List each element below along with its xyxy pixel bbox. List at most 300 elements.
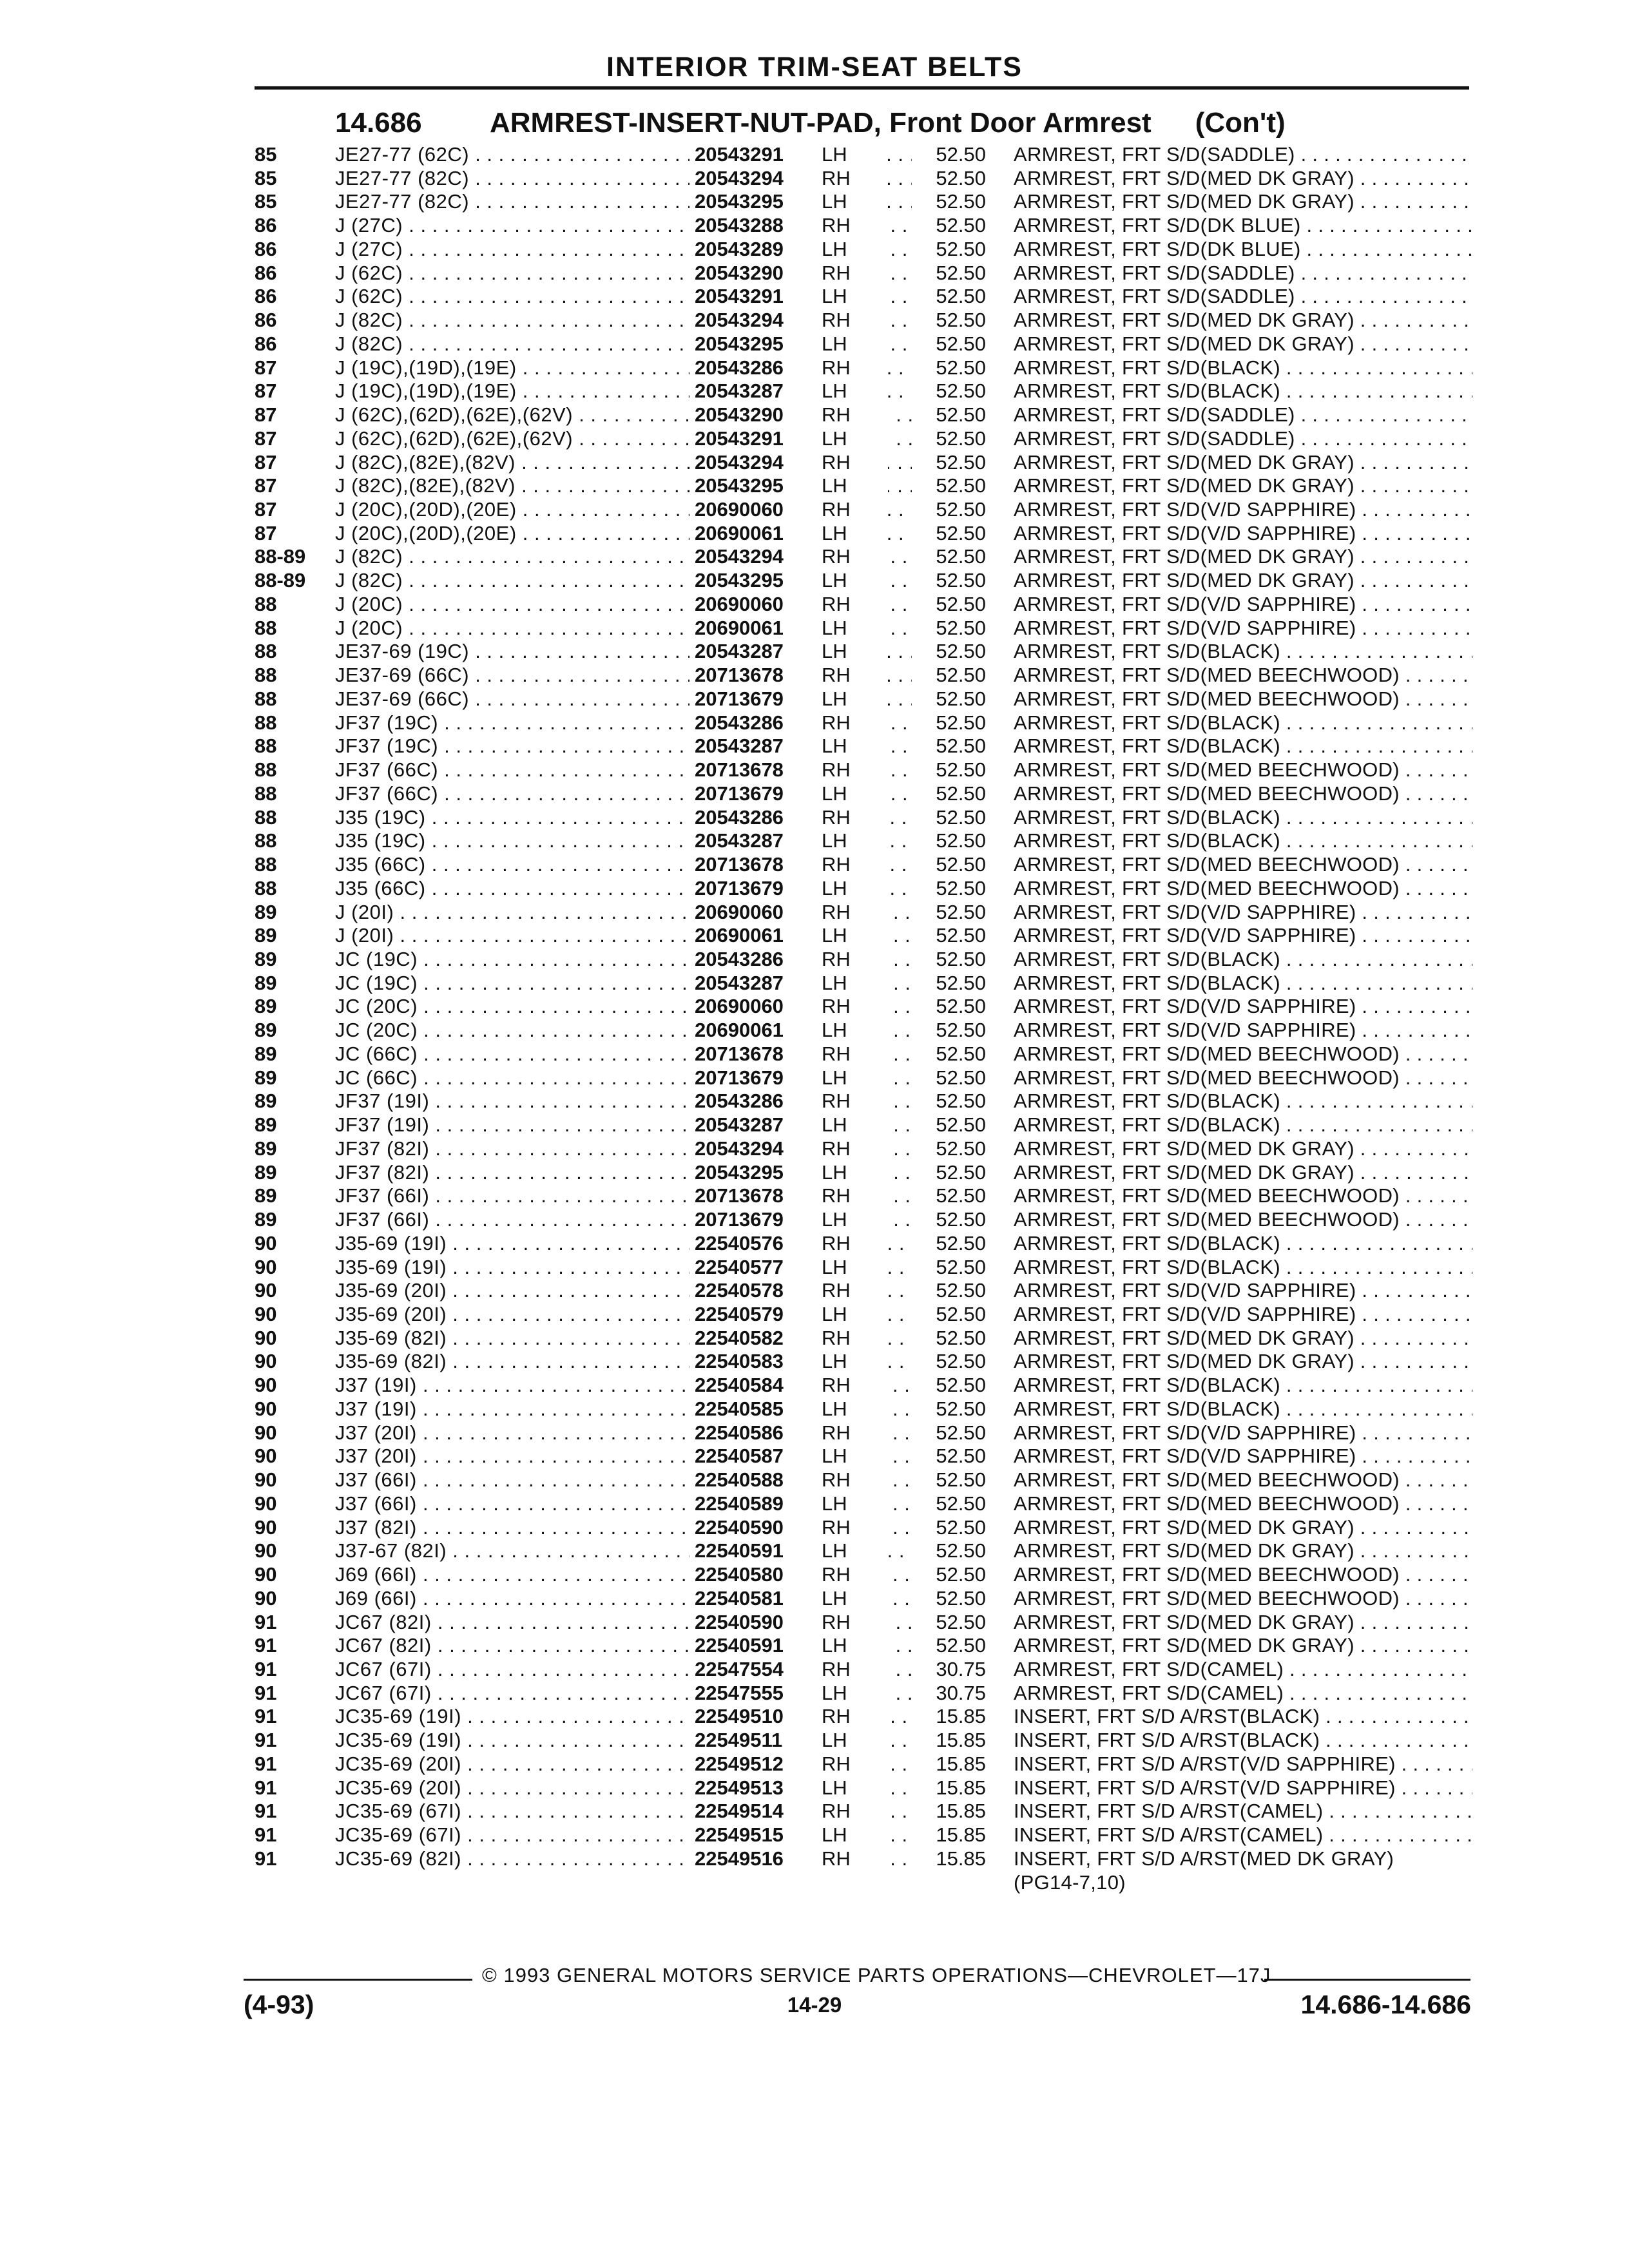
row-description: ARMREST, FRT S/D(V/D SAPPHIRE) . . . [1014,593,1472,617]
table-row [255,285,1472,309]
table-row [255,1445,1472,1468]
row-model: J37 (20I) . . . [335,1445,934,1468]
row-side: RH [822,1327,863,1350]
row-price: 52.50 [912,1279,986,1303]
row-model: JC (66C) . . . [335,1043,934,1066]
row-model: JF37 (66C) . . . [335,782,934,806]
row-ref-number: 90 [255,1539,277,1562]
row-part-number: 22549514 [689,1800,888,1823]
row-description: ARMREST, FRT S/D(V/D SAPPHIRE) . . . [1014,1279,1472,1303]
row-ref-number: 88 [255,711,277,734]
row-part-number: 20690061 [689,924,888,948]
row-price: 52.50 [912,972,986,995]
row-ref-number: 85 [255,166,277,189]
table-row [255,972,1472,995]
row-description: INSERT, FRT S/D A/RST(BLACK) . . . [1014,1705,1472,1729]
row-description: ARMREST, FRT S/D(V/D SAPPHIRE) . . . [1014,1303,1472,1327]
row-part-number: 20543286 [689,711,888,735]
row-part-number: 22540581 [689,1587,888,1611]
row-model: JC (66C) . . . [335,1066,934,1090]
row-model: J (82C) . . . [335,309,934,332]
row-price: 52.50 [912,1161,986,1185]
row-description: ARMREST, FRT S/D(BLACK) . . . [1014,1256,1472,1280]
table-row [255,1303,1472,1327]
row-ref-number: 91 [255,1634,277,1657]
row-model: JF37 (82I) . . . [335,1137,934,1161]
table-row [255,1847,1472,1871]
row-price: 52.50 [912,285,986,309]
row-part-number: 20543291 [689,427,888,451]
row-side: LH [822,1492,860,1516]
row-ref-number: 91 [255,1823,277,1847]
row-price: 52.50 [912,498,986,522]
row-price: 52.50 [912,995,986,1019]
row-price: 52.50 [912,1113,986,1137]
row-ref-number: 88 [255,640,277,663]
row-side: LH [822,1682,860,1706]
table-row [255,1137,1472,1161]
row-price: 15.85 [912,1823,986,1847]
row-side: RH [822,1374,863,1398]
row-side: LH [822,380,860,403]
row-ref-number: 89 [255,924,277,947]
table-row [255,1634,1472,1658]
row-side: LH [822,427,860,451]
row-price: 52.50 [912,1066,986,1090]
row-description: ARMREST, FRT S/D(BLACK) . . . [1014,948,1472,972]
row-side: RH [822,1184,863,1208]
row-part-number: 22549511 [689,1729,888,1753]
row-price: 52.50 [912,545,986,569]
row-part-number: 22549515 [689,1823,888,1847]
row-description: ARMREST, FRT S/D(SADDLE) . . . [1014,427,1472,451]
row-description: ARMREST, FRT S/D(MED BEECHWOOD) . . . [1014,1492,1472,1516]
row-ref-number: 90 [255,1302,277,1325]
row-side: RH [822,1043,863,1066]
row-ref-number: 88 [255,735,277,758]
row-model: J69 (66I) . . . [335,1587,934,1611]
row-side: LH [822,829,860,853]
table-row [255,924,1472,948]
row-model: J (20C) . . . [335,593,934,617]
row-side: RH [822,948,863,972]
row-part-number: 22540577 [689,1256,888,1280]
table-row [255,451,1472,475]
row-description: ARMREST, FRT S/D(MED BEECHWOOD) . . . [1014,758,1472,782]
row-ref-number: 86 [255,237,277,260]
row-model: J35-69 (82I) . . . [335,1350,934,1374]
row-price: 52.50 [912,593,986,617]
row-description: ARMREST, FRT S/D(BLACK) . . . [1014,380,1472,403]
row-model: JC35-69 (67I) . . . [335,1823,934,1847]
row-side: LH [822,782,860,806]
row-ref-number: 88 [255,829,277,852]
row-side: RH [822,1421,863,1445]
row-price: 52.50 [912,522,986,546]
row-price: 52.50 [912,1208,986,1232]
row-description: ARMREST, FRT S/D(MED DK GRAY) . . . [1014,1327,1472,1350]
table-row [255,1800,1472,1823]
table-row [255,214,1472,238]
row-model: JF37 (19I) . . . [335,1090,934,1113]
row-price: 52.50 [912,1539,986,1563]
row-model: J37 (82I) . . . [335,1516,934,1540]
row-model: JC (19C) . . . [335,972,934,995]
row-side: LH [822,1587,860,1611]
row-model: JC35-69 (19I) . . . [335,1729,934,1753]
row-side: LH [822,1208,860,1232]
row-price: 52.50 [912,1587,986,1611]
row-part-number: 22540588 [689,1468,888,1492]
row-part-number: 22547555 [689,1682,888,1706]
row-ref-number: 86 [255,214,277,237]
row-price: 52.50 [912,1492,986,1516]
table-row [255,190,1472,214]
row-side: RH [822,1279,863,1303]
row-ref-number: 89 [255,1160,277,1184]
row-side: LH [822,190,860,214]
table-row [255,522,1472,546]
row-side: LH [822,1161,860,1185]
row-price: 52.50 [912,380,986,403]
table-row [255,262,1472,285]
table-row [255,1611,1472,1635]
row-description: ARMREST, FRT S/D(MED BEECHWOOD) . . . [1014,1563,1472,1587]
row-ref-number: 88 [255,592,277,615]
row-model: JC35-69 (82I) . . . [335,1847,934,1871]
row-model: J (62C) . . . [335,262,934,285]
row-ref-number: 88 [255,687,277,710]
row-ref-number: 87 [255,380,277,403]
table-row [255,948,1472,972]
row-part-number: 20543295 [689,569,888,593]
row-side: RH [822,214,863,238]
row-description: ARMREST, FRT S/D(MED DK GRAY) . . . [1014,1539,1472,1563]
row-price: 15.85 [912,1753,986,1776]
row-ref-number: 90 [255,1445,277,1468]
row-part-number: 22540591 [689,1634,888,1658]
row-part-number: 20713678 [689,853,888,877]
row-side: LH [822,735,860,758]
row-price: 52.50 [912,1303,986,1327]
row-side: LH [822,640,860,664]
table-row [255,1587,1472,1611]
row-price: 52.50 [912,238,986,262]
row-ref-number: 91 [255,1729,277,1752]
row-description: ARMREST, FRT S/D(BLACK) . . . [1014,1232,1472,1256]
section-header [335,107,1286,139]
row-part-number: 20543294 [689,1137,888,1161]
row-description: ARMREST, FRT S/D(MED DK GRAY) . . . [1014,1161,1472,1185]
table-row [255,829,1472,853]
row-ref-number: 88 [255,782,277,805]
row-price: 52.50 [912,1374,986,1398]
row-ref-number: 90 [255,1326,277,1349]
row-price: 52.50 [912,1611,986,1635]
row-side: LH [822,1539,860,1563]
row-side: RH [822,1563,863,1587]
row-part-number: 20543295 [689,190,888,214]
row-ref-number: 91 [255,1776,277,1799]
row-model: JF37 (19C) . . . [335,735,934,758]
row-side: RH [822,356,863,380]
row-side: RH [822,593,863,617]
table-row [255,1161,1472,1185]
row-description: ARMREST, FRT S/D(SADDLE) . . . [1014,403,1472,427]
row-side: RH [822,664,863,687]
row-part-number: 22540578 [689,1279,888,1303]
table-row [255,1492,1472,1516]
table-row [255,1705,1472,1729]
row-side: LH [822,687,860,711]
row-model: JE27-77 (62C) . . . [335,143,934,167]
row-side: RH [822,403,863,427]
table-row [255,1539,1472,1563]
row-model: J (62C),(62D),(62E),(62V) . . . [335,427,934,451]
row-ref-number: 90 [255,1350,277,1373]
row-description: ARMREST, FRT S/D(MED BEECHWOOD) . . . [1014,664,1472,687]
row-price: 15.85 [912,1800,986,1823]
row-part-number: 20690061 [689,1019,888,1043]
row-ref-number: 90 [255,1397,277,1420]
row-model: J (27C) . . . [335,238,934,262]
row-side: RH [822,806,863,830]
table-row [255,1753,1472,1776]
row-side: LH [822,1113,860,1137]
row-side: RH [822,711,863,735]
row-part-number: 20543294 [689,451,888,475]
row-ref-number: 90 [255,1374,277,1397]
row-description: ARMREST, FRT S/D(BLACK) . . . [1014,806,1472,830]
row-ref-number: 90 [255,1468,277,1492]
row-model: JE37-69 (19C) . . . [335,640,934,664]
row-part-number: 20543290 [689,403,888,427]
row-model: J35 (66C) . . . [335,853,934,877]
row-description: ARMREST, FRT S/D(BLACK) . . . [1014,711,1472,735]
row-part-number: 22540576 [689,1232,888,1256]
row-price: 15.85 [912,1776,986,1800]
row-price: 52.50 [912,474,986,498]
table-row [255,427,1472,451]
row-model: JC35-69 (20I) . . . [335,1776,934,1800]
row-model: JE27-77 (82C) . . . [335,190,934,214]
row-description: ARMREST, FRT S/D(BLACK) . . . [1014,972,1472,995]
row-price: 52.50 [912,924,986,948]
row-part-number: 20543287 [689,972,888,995]
row-part-number: 20543286 [689,356,888,380]
row-model: J (19C),(19D),(19E) . . . [335,380,934,403]
row-ref-number: 90 [255,1421,277,1444]
row-price: 52.50 [912,829,986,853]
table-row [255,995,1472,1019]
row-price: 52.50 [912,262,986,285]
row-side: LH [822,1634,860,1658]
row-price: 52.50 [912,1327,986,1350]
row-model: J (62C),(62D),(62E),(62V) . . . [335,403,934,427]
row-side: LH [822,1019,860,1043]
row-part-number: 20543291 [689,143,888,167]
row-ref-number: 89 [255,1090,277,1113]
header-rule [255,86,1469,90]
row-description: ARMREST, FRT S/D(MED BEECHWOOD) . . . [1014,853,1472,877]
row-model: J (82C) . . . [335,332,934,356]
row-description: ARMREST, FRT S/D(MED DK GRAY) . . . [1014,1611,1472,1635]
row-description: ARMREST, FRT S/D(MED DK GRAY) . . . [1014,474,1472,498]
row-description: ARMREST, FRT S/D(V/D SAPPHIRE) . . . [1014,995,1472,1019]
row-part-number: 20690060 [689,995,888,1019]
table-row [255,806,1472,830]
row-price: 52.50 [912,1634,986,1658]
row-model: JC67 (67I) . . . [335,1658,934,1682]
row-description: ARMREST, FRT S/D(MED DK GRAY) . . . [1014,569,1472,593]
row-ref-number: 87 [255,403,277,427]
row-part-number: 20543287 [689,829,888,853]
row-price: 52.50 [912,427,986,451]
row-price: 52.50 [912,356,986,380]
table-row [255,1516,1472,1540]
row-description: ARMREST, FRT S/D(MED BEECHWOOD) . . . [1014,1468,1472,1492]
row-ref-number: 91 [255,1610,277,1633]
row-ref-number: 89 [255,1184,277,1207]
row-price: 52.50 [912,214,986,238]
row-side: RH [822,167,863,191]
row-side: RH [822,995,863,1019]
row-description: INSERT, FRT S/D A/RST(CAMEL) . . . [1014,1823,1472,1847]
row-part-number: 20543286 [689,1090,888,1113]
row-ref-number: 89 [255,1137,277,1160]
footer-date: (4-93) [244,1990,314,2019]
row-side: LH [822,1776,860,1800]
row-description: ARMREST, FRT S/D(V/D SAPPHIRE) . . . [1014,1421,1472,1445]
row-part-number: 22549513 [689,1776,888,1800]
row-part-number: 20713678 [689,664,888,687]
row-model: J (19C),(19D),(19E) . . . [335,356,934,380]
row-model: JF37 (66I) . . . [335,1208,934,1232]
row-part-number: 20690060 [689,593,888,617]
table-row [255,1468,1472,1492]
row-model: J (20C),(20D),(20E) . . . [335,498,934,522]
row-side: LH [822,924,860,948]
row-ref-number: 88 [255,616,277,639]
row-description: ARMREST, FRT S/D(V/D SAPPHIRE) . . . [1014,522,1472,546]
row-side: RH [822,1090,863,1113]
row-side: RH [822,1468,863,1492]
row-part-number: 22540583 [689,1350,888,1374]
row-model: J (82C) . . . [335,545,934,569]
row-description: ARMREST, FRT S/D(BLACK) . . . [1014,735,1472,758]
row-ref-number: 89 [255,947,277,970]
row-model: JE37-69 (66C) . . . [335,687,934,711]
row-side: RH [822,1753,863,1776]
row-part-number: 20713678 [689,1043,888,1066]
row-price: 52.50 [912,1468,986,1492]
row-price: 52.50 [912,617,986,640]
row-part-number: 20543294 [689,167,888,191]
row-part-number: 20690060 [689,498,888,522]
table-row [255,1729,1472,1753]
row-ref-number: 88-89 [255,569,306,592]
row-side: RH [822,309,863,332]
row-model: JC67 (67I) . . . [335,1682,934,1706]
row-part-number: 20690061 [689,617,888,640]
table-row [255,1421,1472,1445]
row-model: JC67 (82I) . . . [335,1611,934,1635]
row-ref-number: 87 [255,427,277,450]
row-model: JF37 (66I) . . . [335,1184,934,1208]
row-model: JF37 (19C) . . . [335,711,934,735]
row-description: ARMREST, FRT S/D(BLACK) . . . [1014,1374,1472,1398]
row-ref-number: 88 [255,805,277,829]
row-price: 52.50 [912,853,986,877]
row-price: 52.50 [912,403,986,427]
row-price: 52.50 [912,569,986,593]
row-part-number: 20713679 [689,1066,888,1090]
row-ref-number: 86 [255,332,277,355]
row-description: INSERT, FRT S/D A/RST(V/D SAPPHIRE) . . . [1014,1753,1472,1776]
row-model: J (20C),(20D),(20E) . . . [335,522,934,546]
row-part-number: 20713679 [689,877,888,901]
row-side: LH [822,1445,860,1468]
row-description: INSERT, FRT S/D A/RST(MED DK GRAY) [1014,1847,1394,1870]
row-description: ARMREST, FRT S/D(SADDLE) . . . [1014,143,1472,167]
row-part-number: 20543287 [689,1113,888,1137]
table-row [255,1232,1472,1256]
row-ref-number: 91 [255,1681,277,1704]
table-row [255,1682,1472,1706]
row-description: ARMREST, FRT S/D(V/D SAPPHIRE) . . . [1014,617,1472,640]
row-model: JF37 (82I) . . . [335,1161,934,1185]
table-row [255,403,1472,427]
footer-copyright: © 1993 GENERAL MOTORS SERVICE PARTS OPERATIONS—CHEVROLET—17J [482,1964,1271,1986]
table-row [255,1090,1472,1113]
row-description: ARMREST, FRT S/D(MED BEECHWOOD) . . . [1014,1066,1472,1090]
row-ref-number: 85 [255,143,277,166]
table-row [255,664,1472,687]
row-model: JF37 (19I) . . . [335,1113,934,1137]
row-part-number: 22540590 [689,1516,888,1540]
row-price: 52.50 [912,1184,986,1208]
row-description: (PG14-7,10) [1014,1870,1126,1894]
table-row [255,167,1472,191]
row-price: 52.50 [912,451,986,475]
row-side: RH [822,1516,863,1540]
row-model: J35 (19C) . . . [335,806,934,830]
row-description: ARMREST, FRT S/D(SADDLE) . . . [1014,262,1472,285]
row-part-number: 20543291 [689,285,888,309]
row-description: ARMREST, FRT S/D(MED BEECHWOOD) . . . [1014,1587,1472,1611]
row-model: J37 (19I) . . . [335,1374,934,1398]
row-description: ARMREST, FRT S/D(V/D SAPPHIRE) . . . [1014,901,1472,925]
row-description: ARMREST, FRT S/D(MED DK GRAY) . . . [1014,309,1472,332]
row-description: ARMREST, FRT S/D(CAMEL) . . . [1014,1682,1472,1706]
table-row [255,1374,1472,1398]
table-row [255,1184,1472,1208]
row-part-number: 20713679 [689,782,888,806]
row-price: 30.75 [912,1682,986,1706]
row-ref-number: 88 [255,876,277,899]
row-ref-number: 88-89 [255,545,306,568]
row-description: ARMREST, FRT S/D(BLACK) . . . [1014,829,1472,853]
row-part-number: 22549510 [689,1705,888,1729]
row-price: 52.50 [912,711,986,735]
row-part-number: 20543288 [689,214,888,238]
row-description: ARMREST, FRT S/D(MED BEECHWOOD) . . . [1014,687,1472,711]
row-model: J37 (19I) . . . [335,1398,934,1421]
table-row [255,1043,1472,1066]
row-price: 15.85 [912,1729,986,1753]
row-part-number: 20543286 [689,948,888,972]
row-part-number: 22540579 [689,1303,888,1327]
